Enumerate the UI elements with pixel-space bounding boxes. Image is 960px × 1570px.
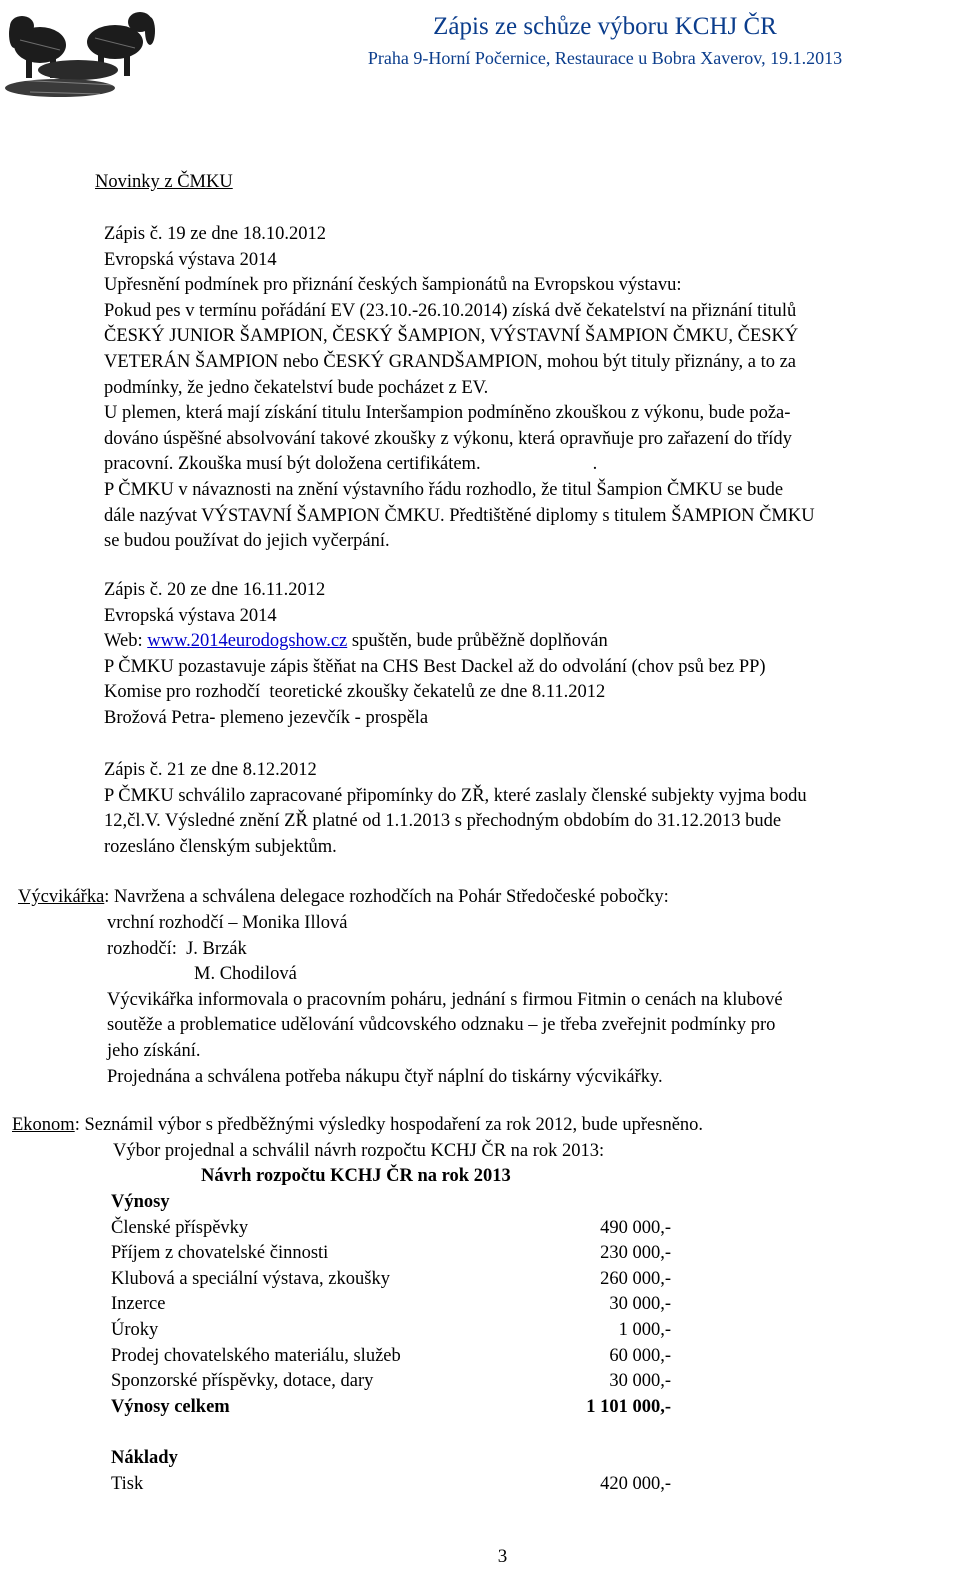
text-line: Brožová Petra- plemeno jezevčík - prospěla xyxy=(104,707,429,728)
zapis-20-title: Zápis č. 20 ze dne 16.11.2012 xyxy=(104,580,326,600)
budget-spacer xyxy=(551,1420,671,1446)
budget-item-amount: 230 000,- xyxy=(600,1243,671,1264)
budget-spacer xyxy=(551,1446,671,1472)
text-line: soutěže a problematice udělování vůdcovského odznaku – je třeba zveřejnit podmínky pro xyxy=(107,1015,776,1036)
budget-row xyxy=(111,1344,671,1370)
budget-item-label: Sponzorské příspěvky, dotace, dary xyxy=(111,1371,374,1392)
budget-item-amount: 260 000,- xyxy=(600,1268,671,1289)
text-line: P ČMKU v návaznosti na znění výstavního řádu rozhodlo, že titul Šampion ČMKU se bude xyxy=(104,479,784,500)
budget-table xyxy=(111,1190,671,1497)
text-line: Komise pro rozhodčí teoretické zkoušky čekatelů ze dne 8.11.2012 xyxy=(104,682,606,703)
zapis-21-title: Zápis č. 21 ze dne 8.12.2012 xyxy=(104,760,317,780)
budget-item-amount: 420 000,- xyxy=(600,1473,671,1494)
budget-item-amount: 30 000,- xyxy=(609,1294,671,1315)
text-line: Projednána a schválena potřeba nákupu čtyř náplní do tiskárny výcvikářky. xyxy=(107,1066,663,1087)
budget-row xyxy=(111,1369,671,1395)
section-label-ekonom: Ekonom xyxy=(12,1115,75,1135)
budget-item-label: Úroky xyxy=(111,1319,159,1340)
text-line: 12,čl.V. Výsledné znění ZŘ platné od 1.1.2013 s přechodným obdobím do 31.12.2013 bude xyxy=(104,811,782,832)
text-line: podmínky, že jedno čekatelství bude pocházet z EV. xyxy=(104,377,489,398)
vycvikarka-line: Výcvikářka: Navržena a schválena delegace rozhodčích na Pohár Středočeské pobočky: xyxy=(18,887,669,907)
budget-spacer xyxy=(111,1420,551,1446)
budget-row xyxy=(111,1241,671,1267)
text-line: dováno úspěšné absolvování takové zkoušky z výkonu, která opravňuje pro zařazení do třídy xyxy=(104,428,792,449)
budget-row xyxy=(111,1216,671,1242)
budget-row xyxy=(111,1446,671,1472)
text-line: rozesláno členským subjektům. xyxy=(104,836,337,857)
text-line: se budou používat do jejich vyčerpání. xyxy=(104,531,390,552)
budget-row xyxy=(111,1472,671,1498)
budget-title: Návrh rozpočtu KCHJ ČR na rok 2013 xyxy=(201,1166,511,1186)
text-line: U plemen, která mají získání titulu Interšampion podmíněno zkouškou z výkonu, bude poža- xyxy=(104,403,791,424)
text-line: P ČMKU pozastavuje zápis štěňat na CHS Best Dackel až do odvolání (chov psů bez PP) xyxy=(104,656,766,677)
section-heading-novinky: Novinky z ČMKU xyxy=(95,172,233,192)
budget-row xyxy=(111,1267,671,1293)
text-line: Výbor projednal a schválil návrh rozpočtu KCHJ ČR na rok 2013: xyxy=(113,1141,605,1161)
income-total-label: Výnosy celkem xyxy=(111,1396,230,1417)
page-number: 3 xyxy=(497,1546,508,1567)
text-line: Pokud pes v termínu pořádání EV (23.10.-26.10.2014) získá dvě čekatelství na přiznání titulů xyxy=(104,300,797,321)
text-line: rozhodčí: J. Brzák xyxy=(107,938,247,959)
section-label-vycvikarka: Výcvikářka xyxy=(18,887,105,907)
zapis-20-block xyxy=(104,578,766,732)
vycvikarka-block xyxy=(107,911,783,1090)
document-title: Zápis ze schůze výboru KCHJ ČR xyxy=(433,13,777,40)
web-line: Web: www.2014eurodogshow.cz spuštěn, bude průběžně doplňován xyxy=(104,631,608,652)
budget-item-label: Příjem z chovatelské činnosti xyxy=(111,1243,329,1264)
text-line: ČESKÝ JUNIOR ŠAMPION, ČESKÝ ŠAMPION, VÝSTAVNÍ ŠAMPION ČMKU, ČESKÝ xyxy=(104,326,799,347)
text-line: Evropská výstava 2014 xyxy=(104,249,277,270)
budget-row xyxy=(111,1318,671,1344)
text-line: vrchní rozhodčí – Monika Illová xyxy=(107,913,348,933)
budget-item-label: Prodej chovatelského materiálu, služeb xyxy=(111,1345,401,1366)
zapis-19-block xyxy=(104,222,936,555)
text-line: P ČMKU schválilo zapracované připomínky do ZŘ, které zaslaly členské subjekty vyjma bodu xyxy=(104,785,807,806)
text-line: Výcvikářka informovala o pracovním poháru, jednání s firmou Fitmin o cenách na klubové xyxy=(107,989,783,1010)
text-line: pracovní. Zkouška musí být doložena certifikátem. . xyxy=(104,454,598,475)
budget-item-label: Členské příspěvky xyxy=(111,1217,249,1238)
budget-item-amount: 30 000,- xyxy=(609,1371,671,1392)
budget-item-amount: 60 000,- xyxy=(609,1345,671,1366)
club-logo-dachshunds xyxy=(0,0,168,100)
zapis-21-block xyxy=(104,758,807,860)
document-subtitle: Praha 9-Horní Počernice, Restaurace u Bobra Xaverov, 19.1.2013 xyxy=(367,48,843,68)
ekonom-line: Ekonom: Seznámil výbor s předběžnými výsledky hospodaření za rok 2012, bude upřesněno. xyxy=(12,1115,704,1135)
text-line: jeho získání. xyxy=(107,1040,201,1061)
zapis-19-title: Zápis č. 19 ze dne 18.10.2012 xyxy=(104,224,326,244)
income-heading: Výnosy xyxy=(111,1192,170,1212)
text-line: Upřesnění podmínek pro přiznání českých šampionátů na Evropskou výstavu: xyxy=(104,275,682,296)
text-line: VETERÁN ŠAMPION nebo ČESKÝ GRANDŠAMPION, mohou být tituly přiznány, a to za xyxy=(104,351,797,372)
expense-heading: Náklady xyxy=(111,1447,178,1468)
budget-row xyxy=(111,1395,671,1421)
budget-item-amount: 490 000,- xyxy=(600,1217,671,1238)
budget-row xyxy=(111,1292,671,1318)
budget-row xyxy=(111,1420,671,1446)
eurodogshow-link[interactable]: www.2014eurodogshow.cz xyxy=(147,631,348,652)
budget-item-label: Inzerce xyxy=(111,1294,166,1315)
income-total-amount: 1 101 000,- xyxy=(586,1396,671,1417)
budget-item-label: Klubová a speciální výstava, zkoušky xyxy=(111,1268,390,1289)
budget-item-amount: 1 000,- xyxy=(618,1319,671,1340)
text-line: Evropská výstava 2014 xyxy=(104,605,277,626)
text-line: M. Chodilová xyxy=(194,964,297,985)
budget-item-label: Tisk xyxy=(111,1473,144,1494)
text-line: dále nazývat VÝSTAVNÍ ŠAMPION ČMKU. Předtištěné diplomy s titulem ŠAMPION ČMKU xyxy=(104,505,815,526)
